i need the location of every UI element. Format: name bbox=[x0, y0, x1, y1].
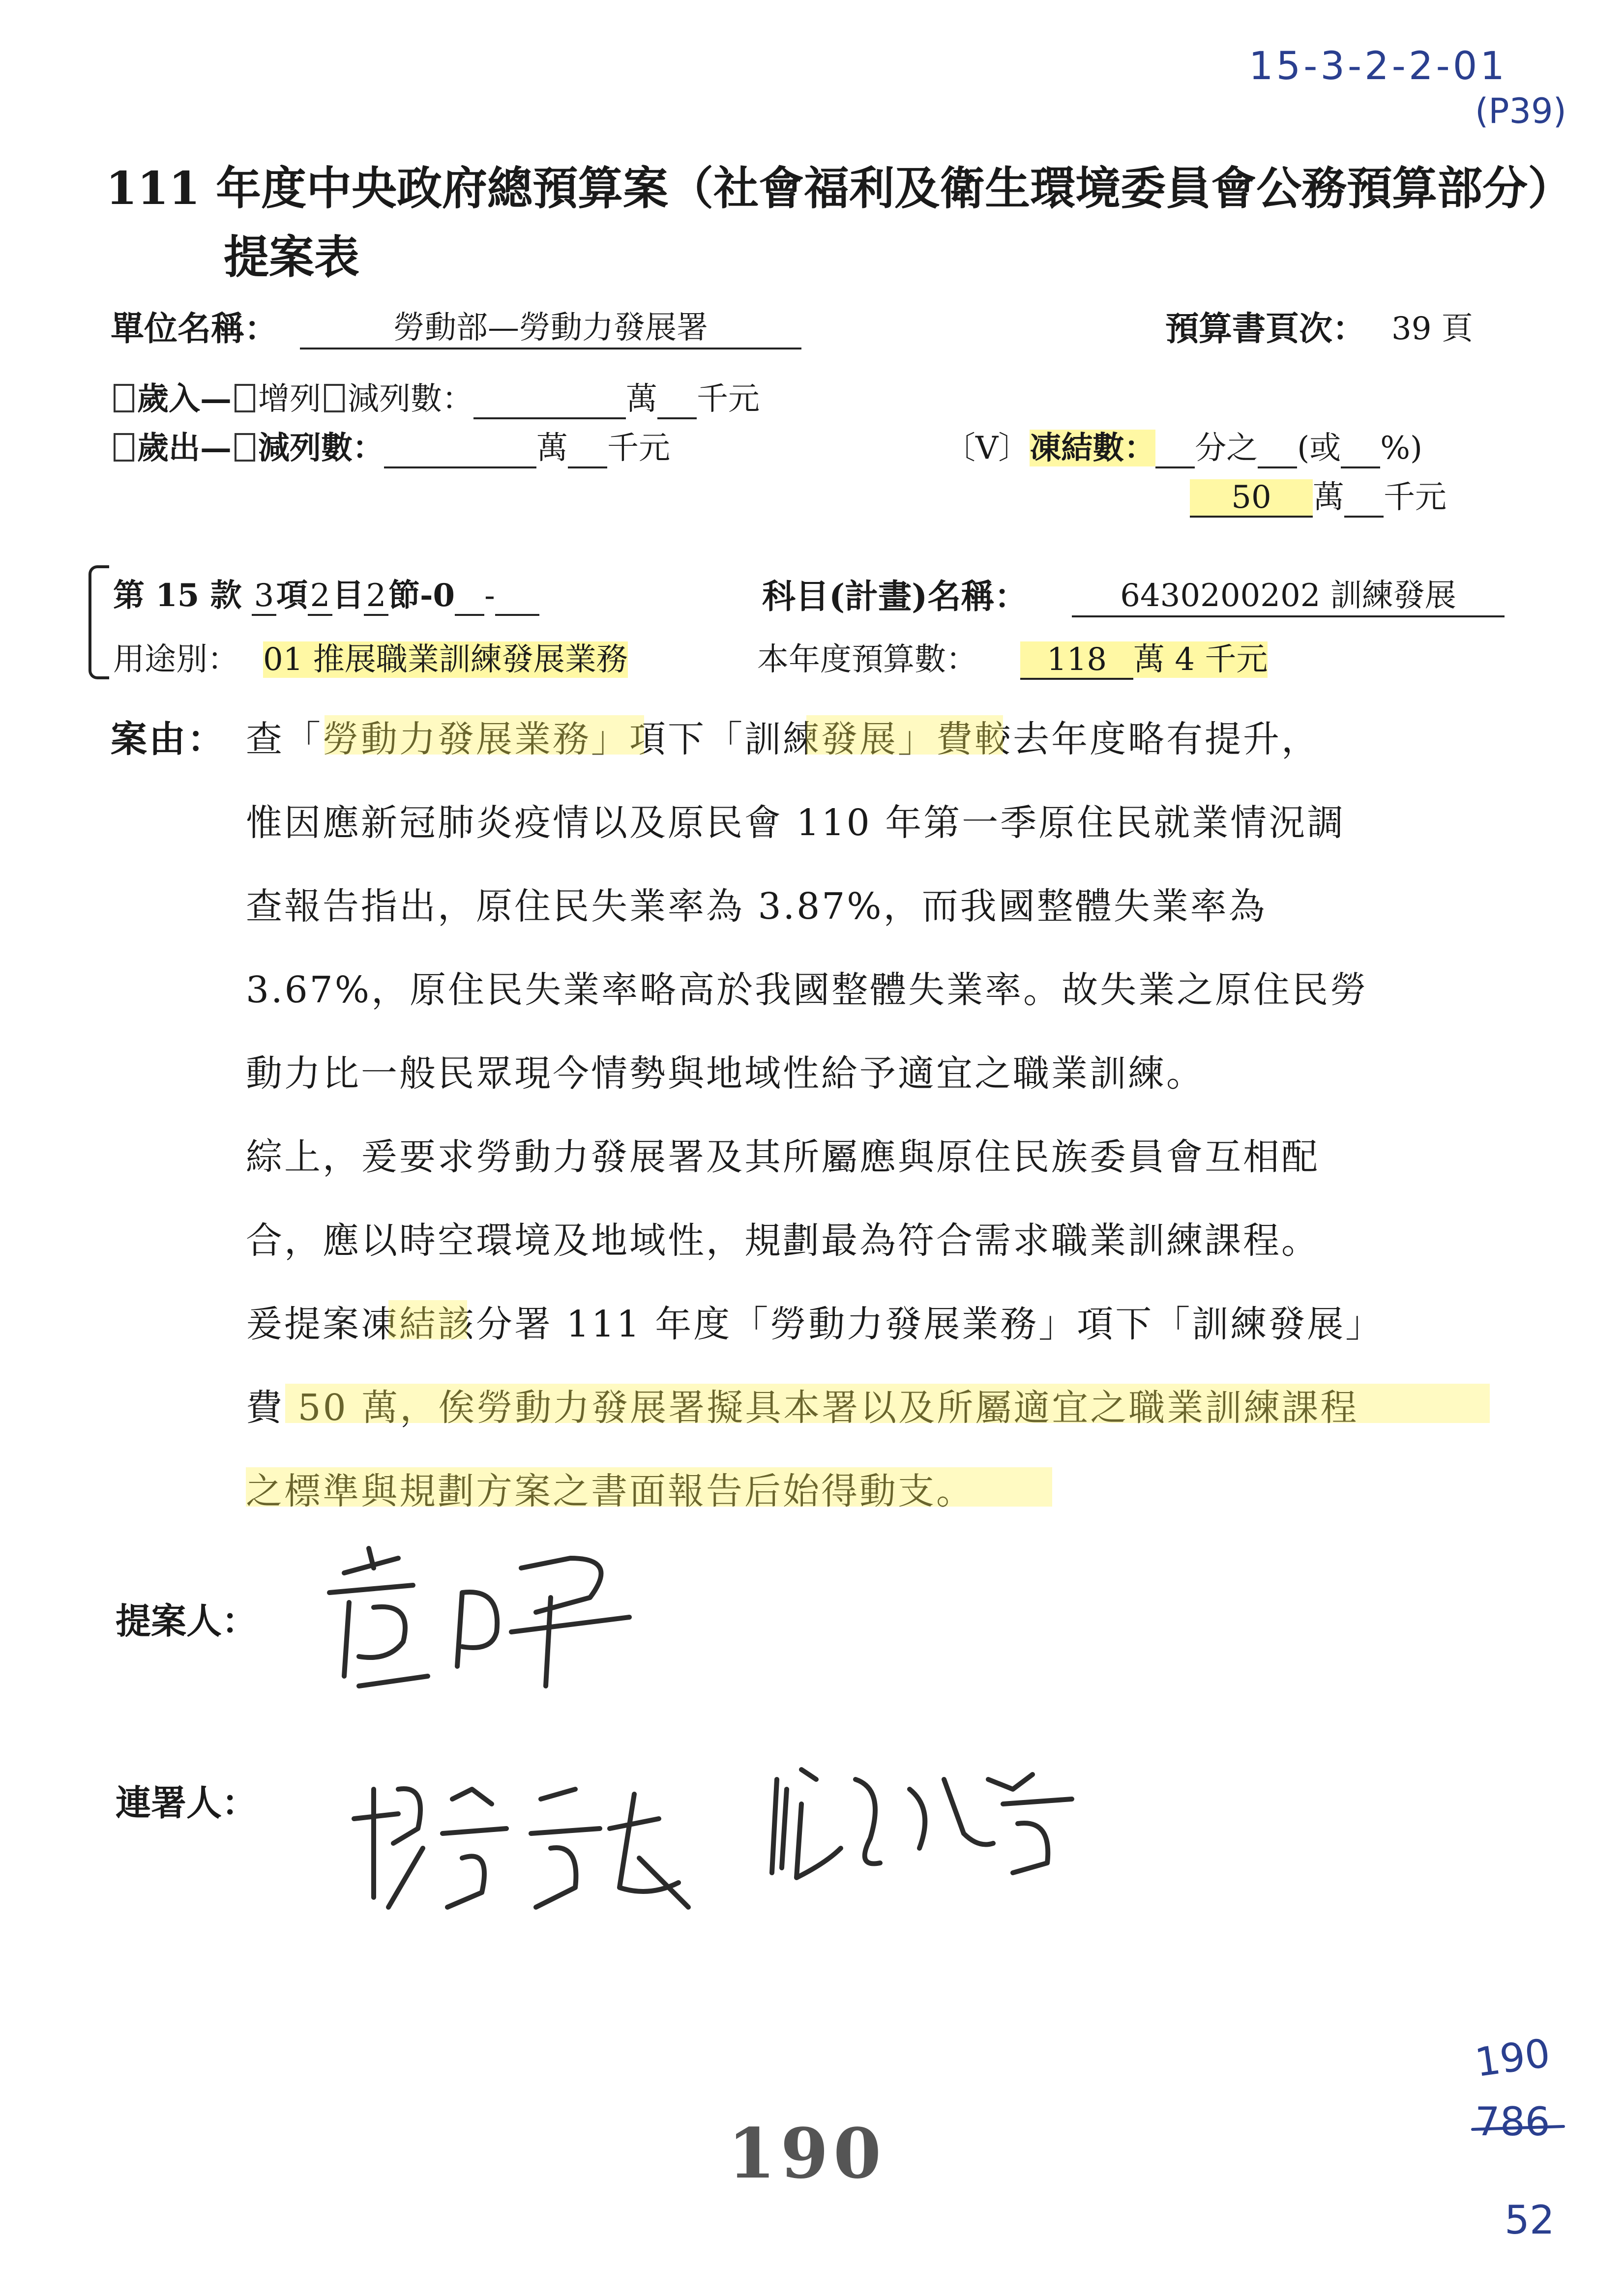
section-mu-num: 2 bbox=[308, 578, 332, 616]
budget-label: 本年度預算數： bbox=[757, 641, 977, 678]
page-number: 190 bbox=[728, 2114, 886, 2194]
freeze-row: 〔V〕凍結數： 分之 (或 %) bbox=[944, 423, 1422, 468]
margin-note-3: 52 bbox=[1505, 2197, 1555, 2243]
page-ref-label: 預算書頁次： bbox=[1165, 309, 1366, 349]
revenue-label: 歲入— bbox=[137, 380, 232, 417]
reason-line-1: 查「勞動力發展業務」項下「訓練發展」費較去年度略有提升， bbox=[246, 718, 1320, 760]
reason-line-3: 查報告指出，原住民失業率為 3.87%，而我國整體失業率為 bbox=[246, 885, 1267, 928]
budget-value: 118 bbox=[1020, 641, 1133, 680]
reason-label: 案由： bbox=[111, 718, 226, 760]
handwritten-code: 15-3-2-2-01 bbox=[1249, 44, 1507, 88]
expenditure-checkbox bbox=[114, 433, 134, 462]
decrease-checkbox bbox=[324, 384, 345, 412]
exp-decrease-checkbox bbox=[235, 433, 255, 462]
subject-value: 6430200202 訓練發展 bbox=[1072, 570, 1505, 617]
or-text: (或 bbox=[1297, 430, 1341, 466]
section-jie: 節-0 bbox=[388, 577, 455, 614]
cosigner-signature-1 bbox=[344, 1760, 698, 1927]
section-kuan: 第 15 款 bbox=[113, 577, 242, 614]
revenue-checkbox bbox=[114, 384, 134, 412]
highlight-1 bbox=[325, 715, 644, 755]
highlight-4 bbox=[285, 1384, 1490, 1423]
increase-checkbox bbox=[235, 384, 255, 412]
page-ref-value: 39 頁 bbox=[1391, 311, 1473, 347]
reason-line-10: 之標準與規劃方案之書面報告后始得動支。 bbox=[246, 1470, 974, 1512]
unit-value: 勞動部—勞動力發展署 bbox=[300, 302, 801, 349]
freeze-qian: 千元 bbox=[1384, 479, 1447, 516]
revenue-wan-blank bbox=[473, 381, 626, 419]
freeze-amount-row bbox=[1190, 472, 1447, 518]
section-mu: 目 bbox=[332, 577, 364, 614]
reason-line-8: 爰提案凍結該分署 111 年度「勞動力發展業務」項下「訓練發展」 bbox=[246, 1303, 1384, 1345]
section-blank-2 bbox=[495, 578, 539, 616]
reason-line-7: 合，應以時空環境及地域性，規劃最為符合需求職業訓練課程。 bbox=[246, 1220, 1320, 1262]
freeze-label: 凍結數： bbox=[1030, 430, 1156, 466]
section-dash: - bbox=[484, 578, 495, 614]
cosigner-label: 連署人： bbox=[116, 1782, 258, 1824]
section-xiang: 項 bbox=[276, 577, 308, 614]
usage-value: 01 推展職業訓練發展業務 bbox=[263, 641, 628, 678]
increase-label: 增列 bbox=[258, 381, 321, 417]
section-xiang-num: 3 bbox=[252, 578, 276, 616]
freeze-amount: 50 bbox=[1190, 479, 1313, 518]
reason-line-5: 動力比一般民眾現今情勢與地域性給予適宜之職業訓練。 bbox=[246, 1052, 1205, 1095]
document-title: 111 年度中央政府總預算案（社會福利及衛生環境委員會公務預算部分） bbox=[106, 162, 1573, 215]
reason-line-4: 3.67%，原住民失業率略高於我國整體失業率。故失業之原住民勞 bbox=[246, 969, 1369, 1011]
section-row bbox=[113, 570, 539, 616]
highlight-2 bbox=[806, 715, 1003, 755]
reason-line-6: 綜上，爰要求勞動力發展署及其所屬應與原住民族委員會互相配 bbox=[246, 1136, 1320, 1178]
handwritten-page-ref: (P39) bbox=[1475, 91, 1566, 131]
freeze-pct-blank bbox=[1341, 430, 1380, 468]
fraction-text: 分之 bbox=[1195, 430, 1258, 466]
revenue-wan: 萬 bbox=[626, 381, 657, 417]
exp-wan: 萬 bbox=[536, 430, 568, 466]
section-bracket bbox=[89, 565, 109, 679]
freeze-wan: 萬 bbox=[1313, 479, 1344, 516]
subject-label: 科目(計畫)名稱： bbox=[762, 577, 1028, 616]
reason-line-2: 惟因應新冠肺炎疫情以及原民會 110 年第一季原住民就業情況調 bbox=[246, 802, 1346, 844]
margin-note-1: 190 bbox=[1472, 2030, 1553, 2086]
section-blank-1 bbox=[455, 578, 484, 616]
margin-strike-line bbox=[1470, 2123, 1568, 2133]
exp-decrease-label: 減列數： bbox=[258, 430, 384, 466]
freeze-num-blank bbox=[1155, 430, 1195, 468]
highlight-5 bbox=[246, 1467, 1052, 1507]
decrease-label: 減列數： bbox=[348, 381, 473, 417]
highlight-3 bbox=[388, 1300, 467, 1339]
unit-label: 單位名稱： bbox=[111, 309, 278, 349]
proposer-label: 提案人： bbox=[116, 1600, 258, 1642]
revenue-qian-blank bbox=[657, 381, 697, 419]
freeze-check: V bbox=[975, 430, 999, 466]
proposer-signature bbox=[315, 1539, 659, 1701]
margin-note-2: 786 bbox=[1475, 2099, 1550, 2145]
revenue-qian: 千元 bbox=[697, 381, 760, 417]
reason-line-9: 費 50 萬，俟勞動力發展署擬具本署以及所屬適宜之職業訓練課程 bbox=[246, 1387, 1359, 1429]
freeze-den-blank bbox=[1258, 430, 1297, 468]
percent-text: %) bbox=[1380, 430, 1422, 466]
budget-suffix: 萬 4 千元 bbox=[1133, 641, 1268, 678]
revenue-row bbox=[111, 374, 760, 419]
expenditure-label: 歲出— bbox=[137, 430, 232, 466]
cosigner-signature-2 bbox=[757, 1750, 1111, 1897]
usage-label: 用途別： bbox=[113, 641, 239, 678]
document-subtitle: 提案表 bbox=[224, 231, 360, 284]
exp-wan-blank bbox=[384, 430, 536, 468]
exp-qian: 千元 bbox=[607, 430, 670, 466]
expenditure-row bbox=[111, 423, 670, 468]
section-jie-num: 2 bbox=[364, 578, 388, 616]
exp-qian-blank bbox=[568, 430, 607, 468]
freeze-qian-blank bbox=[1344, 479, 1384, 518]
